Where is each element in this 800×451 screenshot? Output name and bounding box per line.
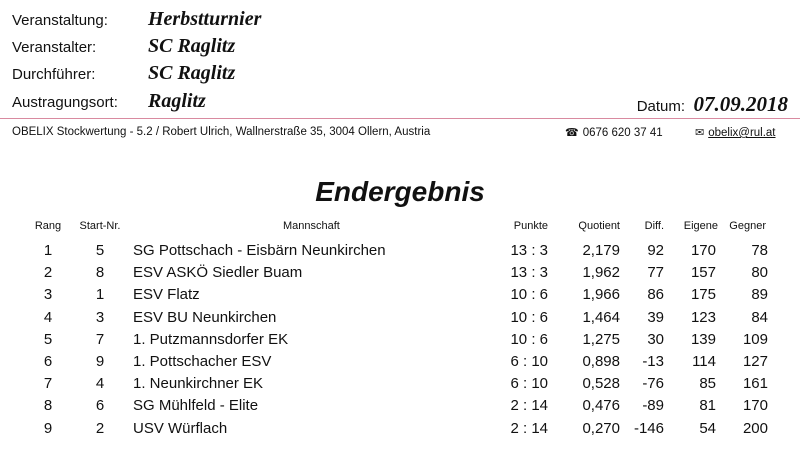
cell-rang: 9 [43, 419, 53, 437]
table-row [0, 397, 800, 419]
cell-rang: 3 [43, 286, 53, 304]
email-contact[interactable] [695, 126, 776, 139]
cell-gegner: 127 [742, 352, 768, 370]
meta-value-austragungsort: Raglitz [148, 90, 206, 112]
cell-start: 4 [95, 375, 105, 393]
cell-quotient: 1,275 [582, 330, 620, 348]
cell-start: 3 [95, 308, 105, 326]
table-body [0, 242, 800, 442]
header-team: Mannschaft [283, 220, 340, 232]
phone-contact [565, 126, 663, 139]
cell-eigene: 157 [690, 264, 716, 282]
cell-quotient: 0,898 [582, 352, 620, 370]
envelope-icon: ✉ [695, 127, 705, 139]
cell-team: 1. Pottschacher ESV [133, 352, 272, 370]
results-table [0, 220, 800, 442]
meta-label-durchfuehrer: Durchführer: [12, 66, 96, 83]
meta-label-veranstaltung: Veranstaltung: [12, 12, 108, 29]
date-label: Datum: [636, 98, 686, 115]
cell-diff: -146 [633, 419, 664, 437]
cell-eigene: 139 [690, 330, 716, 348]
cell-punkte: 2 : 14 [510, 397, 548, 415]
cell-team: ESV Flatz [133, 286, 200, 304]
cell-diff: -89 [642, 397, 664, 415]
table-row [0, 353, 800, 375]
cell-team: SG Mühlfeld - Elite [133, 397, 259, 415]
event-date [637, 92, 788, 117]
cell-start: 1 [95, 286, 105, 304]
cell-eigene: 81 [699, 397, 716, 415]
cell-quotient: 0,528 [582, 375, 620, 393]
cell-team: ESV BU Neunkirchen [133, 308, 277, 326]
date-value: 07.09.2018 [693, 92, 788, 116]
cell-diff: -76 [642, 375, 664, 393]
phone-number: 0676 620 37 41 [582, 127, 663, 139]
header-rang: Rang [34, 220, 62, 232]
cell-rang: 8 [43, 397, 53, 415]
table-row [0, 420, 800, 442]
cell-punkte: 10 : 6 [510, 286, 548, 304]
cell-diff: 86 [647, 286, 664, 304]
table-row [0, 331, 800, 353]
cell-punkte: 2 : 14 [510, 419, 548, 437]
cell-quotient: 1,966 [582, 286, 620, 304]
cell-rang: 4 [43, 308, 53, 326]
cell-gegner: 89 [751, 286, 768, 304]
cell-gegner: 170 [742, 397, 768, 415]
meta-value-durchfuehrer: SC Raglitz [148, 62, 236, 84]
cell-punkte: 6 : 10 [510, 375, 548, 393]
table-row [0, 264, 800, 286]
cell-quotient: 0,476 [582, 397, 620, 415]
cell-punkte: 13 : 3 [510, 242, 548, 259]
page-title: Endergebnis [315, 176, 485, 207]
cell-team: 1. Putzmannsdorfer EK [133, 330, 289, 348]
table-row [0, 309, 800, 331]
cell-punkte: 13 : 3 [510, 264, 548, 282]
cell-rang: 5 [43, 330, 53, 348]
header-punkte: Punkte [513, 220, 548, 232]
header-gegner: Gegner [729, 220, 766, 232]
cell-gegner: 84 [751, 308, 768, 326]
cell-gegner: 161 [742, 375, 768, 393]
cell-diff: 39 [647, 308, 664, 326]
meta-value-veranstalter: SC Raglitz [148, 35, 236, 57]
cell-punkte: 6 : 10 [510, 352, 548, 370]
cell-quotient: 0,270 [582, 419, 620, 437]
cell-team: SG Pottschach - Eisbärn Neunkirchen [133, 242, 386, 259]
meta-label-veranstalter: Veranstalter: [12, 39, 97, 56]
phone-icon: ☎ [565, 127, 579, 139]
header-quotient: Quotient [578, 220, 620, 232]
header-eigene: Eigene [683, 220, 718, 232]
cell-quotient: 1,962 [582, 264, 620, 282]
cell-start: 8 [95, 264, 105, 282]
cell-gegner: 109 [742, 330, 768, 348]
cell-gegner: 78 [751, 242, 768, 259]
cell-eigene: 85 [699, 375, 716, 393]
header-diff: Diff. [644, 220, 664, 232]
cell-start: 5 [95, 242, 105, 259]
cell-eigene: 114 [692, 352, 716, 370]
cell-rang: 6 [43, 352, 53, 370]
cell-team: ESV ASKÖ Siedler Buam [133, 264, 303, 282]
cell-quotient: 1,464 [582, 308, 620, 326]
cell-punkte: 10 : 6 [510, 330, 548, 348]
cell-gegner: 80 [751, 264, 768, 282]
cell-diff: 92 [647, 242, 664, 259]
cell-rang: 2 [43, 264, 53, 282]
cell-gegner: 200 [742, 419, 768, 437]
cell-rang: 7 [43, 375, 53, 393]
email-link[interactable]: obelix@rul.at [708, 127, 776, 139]
cell-eigene: 170 [690, 242, 716, 259]
cell-team: 1. Neunkirchner EK [133, 375, 264, 393]
table-header [0, 220, 800, 242]
table-row [0, 286, 800, 308]
cell-eigene: 175 [690, 286, 716, 304]
table-row [0, 375, 800, 397]
cell-quotient: 2,179 [582, 242, 620, 259]
cell-punkte: 10 : 6 [510, 308, 548, 326]
meta-label-austragungsort: Austragungsort: [12, 94, 118, 111]
cell-start: 7 [95, 330, 105, 348]
cell-eigene: 54 [699, 419, 716, 437]
cell-diff: 30 [647, 330, 664, 348]
table-row [0, 242, 800, 264]
cell-start: 2 [95, 419, 105, 437]
cell-start: 9 [95, 352, 105, 370]
header-start: Start-Nr. [79, 220, 121, 232]
cell-diff: -13 [642, 352, 664, 370]
cell-rang: 1 [43, 242, 53, 259]
cell-start: 6 [95, 397, 105, 415]
software-credit: OBELIX Stockwertung - 5.2 / Robert Ulrich, Wallnerstraße 35, 3004 Ollern, Austria [12, 126, 431, 138]
cell-eigene: 123 [690, 308, 716, 326]
meta-value-veranstaltung: Herbstturnier [148, 8, 262, 30]
cell-team: USV Würflach [133, 419, 228, 437]
header-divider [0, 118, 800, 119]
cell-diff: 77 [647, 264, 664, 282]
